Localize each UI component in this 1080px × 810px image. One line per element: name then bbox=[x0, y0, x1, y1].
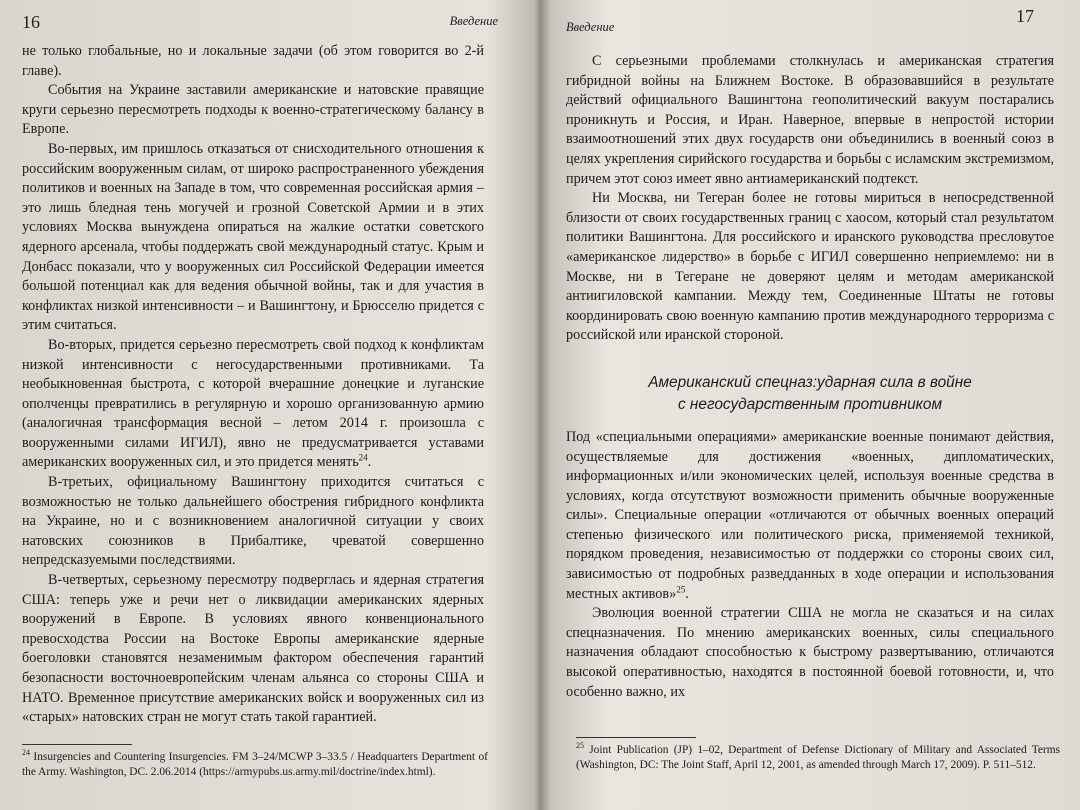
footnote-reference[interactable]: 25 bbox=[676, 583, 686, 594]
section-heading bbox=[566, 372, 1054, 416]
left-page-body bbox=[22, 42, 484, 728]
footnote-divider bbox=[22, 744, 132, 745]
footnote bbox=[576, 743, 1060, 774]
page-number: 17 bbox=[1016, 6, 1034, 26]
footnote-divider bbox=[576, 737, 696, 738]
section-heading-line: с негосударственным противником bbox=[677, 395, 943, 413]
footnote-text: Joint Publication (JP) 1–02, Department of Defense Dictionary of Military and Associated Terms (Washington, DC: The Joint Staff, April 12, 2001, as amended through March 17, 2009). P. 511–512. bbox=[576, 744, 1060, 772]
footnote-text: Insurgencies and Countering Insurgencies. FM 3–24/MCWP 3–33.5 / Headquarters Department of the Army. Washington, DC. 2.06.2014 (https://armypubs.us.army.mil/doctrine/index.html). bbox=[22, 751, 488, 779]
footnote-reference[interactable]: 24 bbox=[358, 452, 368, 463]
footnote bbox=[22, 750, 488, 781]
paragraph: Под «специальными операциями» американские военные понимают действия, осуществляемые для достижения «военных, дипломатических, информационных и/или экономических целей, используя военные средства в условиях, когда отсутствуют возможности применить обычные вооруженные силы». Специальные операции «отличаются от обычных военных операций степенью физического или политического риска, применяемой техникой, порядком проведения, независимостью от поддержки со стороны своих сил, зависимостью от подробных разведданных в ходе операции и использования местных активов»$^{25}$. bbox=[566, 428, 1054, 602]
right-page bbox=[540, 0, 1080, 810]
paragraph: Во-вторых, придется серьезно пересмотреть свой подход к конфликтам низкой интенсивности с негосударственными противниками. Та необыкновенная быстрота, с которой вчерашние донецкие и луганские ополченцы превратились в регулярную и хорошо организованную армию (аналогичная трансформация весной – летом 2014 г. произошла с вооруженными силами ИГИЛ), явно не предусматривается уставами американских вооруженных сил, и это придется менять$^{24}$. bbox=[22, 336, 484, 471]
paragraph: не только глобальные, но и локальные задачи (об этом говорится во 2-й главе). bbox=[22, 43, 484, 79]
paragraph: С серьезными проблемами столкнулась и американская стратегия гибридной войны на Ближнем Востоке. В образовавшийся в результате действий официального Вашингтона геополитический вакуум постарались проникнуть и Россия, и Иран. Наверное, впервые в непростой истории взаимоотношений этих двух государств они объединились в военный союз в целях укрепления сирийского государства и борьбы с исламским экстремизмом, причем этот союз имеет явно антиамериканский подтекст. bbox=[566, 53, 1054, 187]
paragraph: Во-первых, им пришлось отказаться от снисходительного отношения к российским вооруженным силам, от широко распространенного убеждения политиков и военных на Западе в том, что современная российская армия – это лишь бледная тень могучей и грозной Советской Армии и в этих условиях Москва вынуждена опираться на жалкие остатки советского ядерного арсенала, чтобы поддержать свой международный статус. Крым и Донбасс показали, что у вооруженных сил Российской Федерации имеется большой потенциал как для ведения обычной войны, так и для участия в конфликтах низкой интенсивности – и Вашингтону, и Брюсселю придется с этим считаться. bbox=[22, 140, 484, 334]
paragraph: Эволюция военной стратегии США не могла не сказаться и на силах спецназначения. По мнению американских военных, силы специального назначения обладают способностью к быстрому развертыванию, отличаются высокой оперативностью, находятся в постоянной боевой готовности, и, что особенно важно, их bbox=[566, 605, 1054, 700]
left-page bbox=[0, 0, 520, 810]
paragraph: События на Украине заставили американские и натовские правящие круги серьезно пересмотреть подходы к военно-стратегическому балансу в Европе. bbox=[22, 82, 484, 138]
paragraph: В-третьих, официальному Вашингтону приходится считаться с возможностью не только дальнейшего обострения гибридного конфликта на Украине, но и с возникновением аналогичной ситуации у своих натовских союзников в Прибалтике, чреватой совершенно непредсказуемыми последствиями. bbox=[22, 474, 484, 569]
section-heading-line: Американский спецназ:ударная сила в войне bbox=[648, 373, 972, 391]
running-head: Введение bbox=[566, 20, 615, 34]
paragraph: Ни Москва, ни Тегеран более не готовы мириться в непосредственной близости от своих государственных границ с хаосом, который стал результатом политики Вашингтона. Для российского и иранского руководства пресловутое «американское лидерство» в борьбе с ИГИЛ совершенно неприемлемо: ни в Москве, ни в Тегеране не доверяют целям и методам американской антиигиловской кампании. Между тем, Соединенные Штаты не готовы координировать свою военную кампанию против международного терроризма с российской или иранской стороной. bbox=[566, 190, 1054, 344]
paragraph-text: Во-вторых, придется серьезно пересмотреть свой подход к конфликтам низкой интенсивности с негосударственными противниками. Та необыкновенная быстрота, с которой вчерашние донецкие и луганские ополченцы превратились в регулярную и хорошо организованную армию (аналогичная трансформация весной – летом 2014 г. произошла с вооруженными силами ИГИЛ), явно не предусматривается уставами американских вооруженных сил, и это придется менять bbox=[22, 336, 484, 471]
right-page-body bbox=[566, 52, 1054, 702]
footnote-number: 25 bbox=[576, 741, 584, 751]
footnote-number: 24 bbox=[22, 748, 30, 758]
running-head: Введение bbox=[449, 14, 498, 28]
page-number: 16 bbox=[22, 12, 40, 32]
paragraph-text: Под «специальными операциями» американские военные понимают действия, осуществляемые для достижения «военных, дипломатических, информационных и/или экономических целей, используя военные средства в условиях, когда отсутствуют возможности применить обычные вооруженные силы». Специальные операции «отличаются от обычных военных операций степенью физического или политического риска, применяемой техникой, порядком проведения, независимостью от поддержки со стороны своих сил, зависимостью от подробных разведданных в ходе операции и использования местных активов» bbox=[566, 428, 1054, 602]
paragraph: В-четвертых, серьезному пересмотру подверглась и ядерная стратегия США: теперь уже и речи нет о ликвидации американских ядерных вооружений в Европе. В условиях явного конвенционального превосходства России на Востоке Европы американские ядерные боеголовки становятся незаменимым фактором обеспечения гарантий безопасности восточноевропейским членам альянса со стороны США и НАТО. Временное присутствие американских войск и вооруженных сил из «старых» натовских стран не могут стать такой гарантией. bbox=[22, 572, 484, 726]
